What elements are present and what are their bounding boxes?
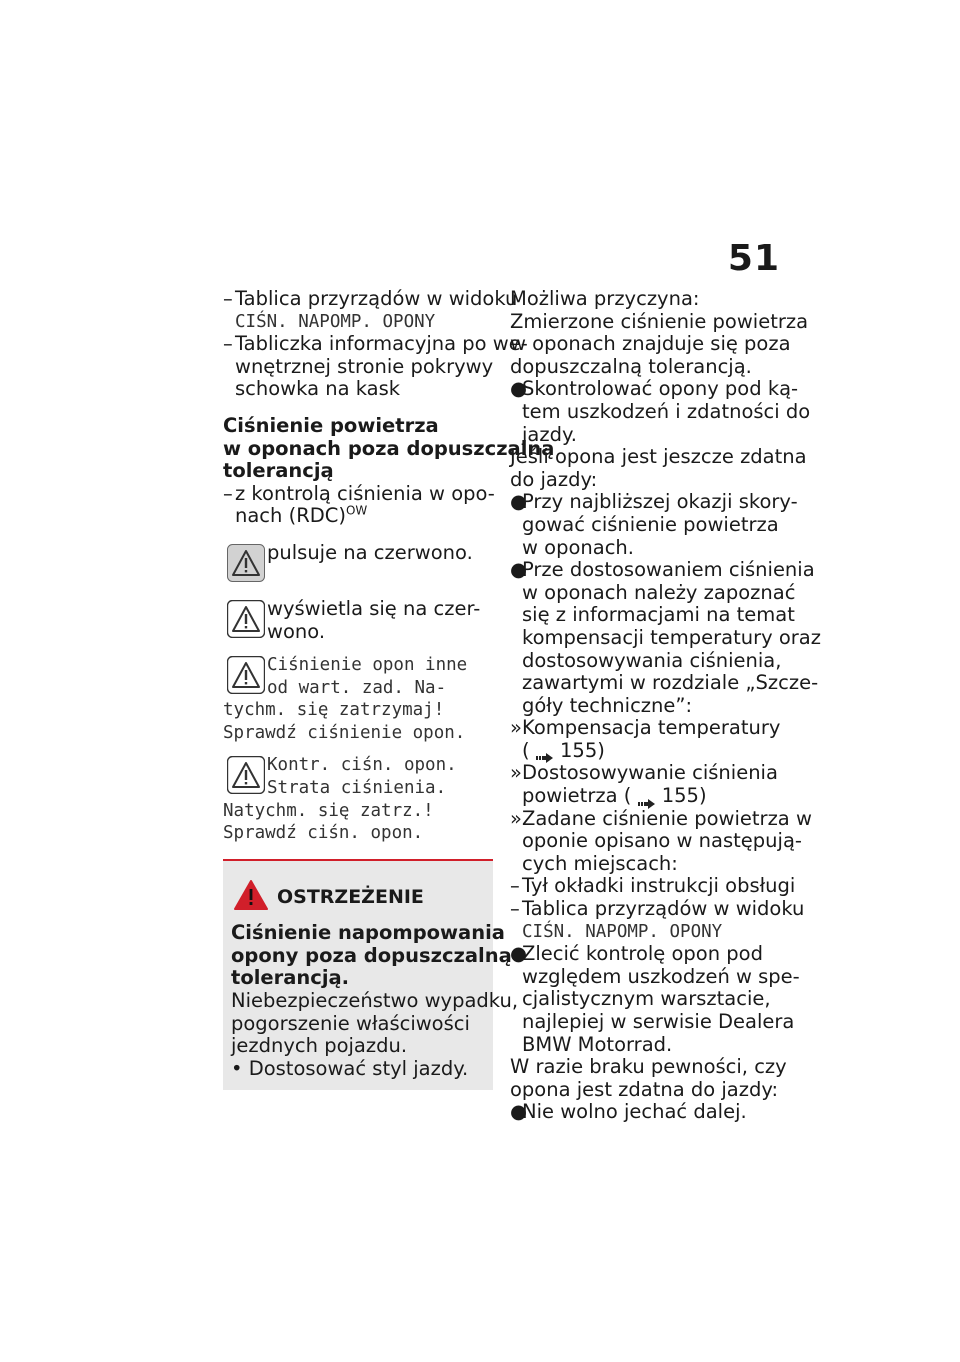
- item-text: Tył okładki instrukcji obsługi: [522, 874, 796, 898]
- warning-description: wyświetla się na czer-: [267, 596, 481, 620]
- item-text: wnętrznej stronie pokrywy: [235, 354, 494, 378]
- item-text: nach (RDC): [235, 504, 346, 528]
- list-item: [510, 806, 812, 876]
- warning-row: [223, 754, 493, 844]
- bullet-marker: ●: [510, 558, 528, 582]
- item-text: z kontrolą ciśnienia w opo-: [235, 481, 495, 505]
- item-text: Tablica przyrządów w widoku: [522, 897, 805, 921]
- warning-triangle-icon: [227, 600, 265, 638]
- paragraph: Możliwa przyczyna:: [510, 287, 700, 310]
- item-text: kompensacji temperatury oraz: [522, 625, 821, 649]
- page-reference-link[interactable]: 155): [560, 738, 605, 762]
- item-text: w oponach.: [522, 535, 634, 559]
- list-item: [510, 558, 821, 717]
- warning-row: [223, 598, 493, 644]
- page-reference-link[interactable]: 155): [661, 784, 707, 808]
- result-marker: »: [510, 716, 522, 740]
- item-text: Tabliczka informacyjna po we-: [235, 332, 528, 356]
- list-item: [223, 287, 518, 333]
- warning-description: pulsuje na czerwono.: [267, 540, 473, 564]
- list-item: [510, 942, 800, 1056]
- item-text: Przy najbliższej okazji skory-: [522, 490, 798, 514]
- dash-marker: –: [510, 874, 520, 898]
- dash-marker: –: [223, 481, 233, 505]
- page-number: 51: [727, 238, 780, 279]
- warning-description: wono.: [267, 619, 326, 643]
- display-text: Strata ciśnienia.: [267, 777, 447, 798]
- item-text: Kompensacja temperatury: [522, 716, 781, 740]
- warning-text: jezdnych pojazdu.: [231, 1034, 408, 1058]
- item-text: oponie opisano w następują-: [522, 829, 802, 853]
- bullet-marker: ●: [510, 490, 528, 514]
- item-text: zawartymi w rozdziale „Szcze-: [522, 671, 819, 695]
- item-text: jazdy.: [522, 422, 577, 446]
- paragraph: do jazdy:: [510, 467, 598, 491]
- item-text: (: [522, 738, 530, 762]
- display-text: CIŚN. NAPOMP. OPONY: [235, 311, 436, 332]
- warning-title: OSTRZEŻENIE: [277, 886, 424, 909]
- list-item: [510, 717, 780, 762]
- paragraph: w oponach znajduje się poza: [510, 332, 791, 356]
- list-item: [510, 490, 798, 559]
- display-text: tychm. się zatrzymaj!: [223, 700, 445, 721]
- display-text: Kontr. ciśn. opon.: [267, 755, 457, 776]
- list-item: [223, 332, 528, 401]
- item-text: Prze dostosowaniem ciśnienia: [522, 558, 815, 582]
- item-text: najlepiej w serwisie Dealera: [522, 1010, 795, 1033]
- heading-line: Ciśnienie powietrza: [223, 413, 439, 437]
- warning-bullet-text: Dostosować styl jazdy.: [248, 1056, 469, 1080]
- bullet-marker: ●: [510, 377, 528, 401]
- paragraph: Zmierzone ciśnienie powietrza: [510, 309, 809, 333]
- item-text: Zlecić kontrolę opon pod: [522, 942, 763, 966]
- item-text: się z informacjami na temat: [522, 603, 795, 627]
- item-text: cjalistycznym warsztacie,: [522, 987, 771, 1011]
- list-item: [223, 483, 493, 528]
- item-text: powietrza (: [522, 784, 632, 808]
- warning-triangle-icon: [227, 656, 265, 694]
- dash-marker: –: [510, 897, 520, 921]
- item-text: względem uszkodzeń w spe-: [522, 964, 800, 988]
- warning-header: [231, 879, 485, 917]
- item-text: Skontrolować opony pod ką-: [522, 377, 799, 401]
- page-reference-arrow-icon: [638, 792, 656, 802]
- bullet-marker: •: [231, 1056, 249, 1080]
- item-text: gować ciśnienie powietrza: [522, 512, 779, 536]
- bullet-marker: ●: [510, 942, 528, 966]
- item-text: dostosowywania ciśnienia,: [522, 648, 782, 672]
- superscript-code: OW: [345, 503, 368, 518]
- list-item: [510, 1101, 780, 1124]
- warning-text: pogorszenie właściwości: [231, 1011, 470, 1035]
- warning-bold-text: Ciśnienie napompowania: [231, 921, 505, 945]
- right-column: [510, 287, 821, 1124]
- paragraph: W razie braku pewności, czy: [510, 1055, 787, 1079]
- warning-row: [223, 654, 493, 744]
- bullet-marker: ●: [510, 1100, 528, 1124]
- item-text: cych miejscach:: [522, 851, 678, 875]
- list-item: [510, 897, 805, 943]
- result-marker: »: [510, 806, 522, 830]
- item-text: Tablica przyrządów w widoku: [235, 287, 518, 310]
- item-text: BMW Motorrad.: [522, 1032, 673, 1056]
- danger-triangle-icon: [233, 879, 269, 917]
- display-text: od wart. zad. Na-: [267, 677, 447, 698]
- warning-bold-text: tolerancją.: [231, 966, 350, 990]
- paragraph: opona jest zdatna do jazdy:: [510, 1077, 779, 1101]
- heading-line: tolerancją: [223, 459, 334, 483]
- page-reference-arrow-icon: [536, 746, 554, 756]
- display-text: Ciśnienie opon inne: [267, 654, 468, 675]
- warning-row: [223, 542, 493, 588]
- item-text: schowka na kask: [235, 377, 401, 401]
- heading-line: w oponach poza dopuszczalną: [223, 436, 555, 460]
- display-text: Sprawdź ciśn. opon.: [223, 823, 424, 844]
- item-text: Zadane ciśnienie powietrza w: [522, 806, 812, 830]
- paragraph: Jeśli opona jest jeszcze zdatna: [510, 445, 807, 469]
- dash-marker: –: [223, 287, 233, 310]
- list-item: [510, 762, 780, 807]
- warning-box: [223, 859, 519, 1091]
- display-text: Sprawdź ciśnienie opon.: [223, 722, 466, 743]
- dash-marker: –: [223, 332, 233, 356]
- item-text: tem uszkodzeń i zdatności do: [522, 399, 811, 423]
- warning-triangle-icon: [227, 756, 265, 794]
- warning-text: Niebezpieczeństwo wypadku,: [231, 989, 519, 1013]
- item-text: góły techniczne”:: [522, 693, 693, 717]
- item-text: w oponach należy zapoznać: [522, 580, 796, 604]
- display-text: CIŚN. NAPOMP. OPONY: [522, 921, 723, 942]
- list-item: [510, 874, 796, 898]
- display-text: Natychm. się zatrz.!: [223, 800, 434, 821]
- item-text: Dostosowywanie ciśnienia: [522, 761, 778, 785]
- result-marker: »: [510, 761, 522, 785]
- list-item: [510, 377, 811, 446]
- paragraph: dopuszczalną tolerancją.: [510, 354, 752, 378]
- warning-bold-text: opony poza dopuszczalną: [231, 943, 512, 967]
- item-text: Nie wolno jechać dalej.: [522, 1100, 747, 1124]
